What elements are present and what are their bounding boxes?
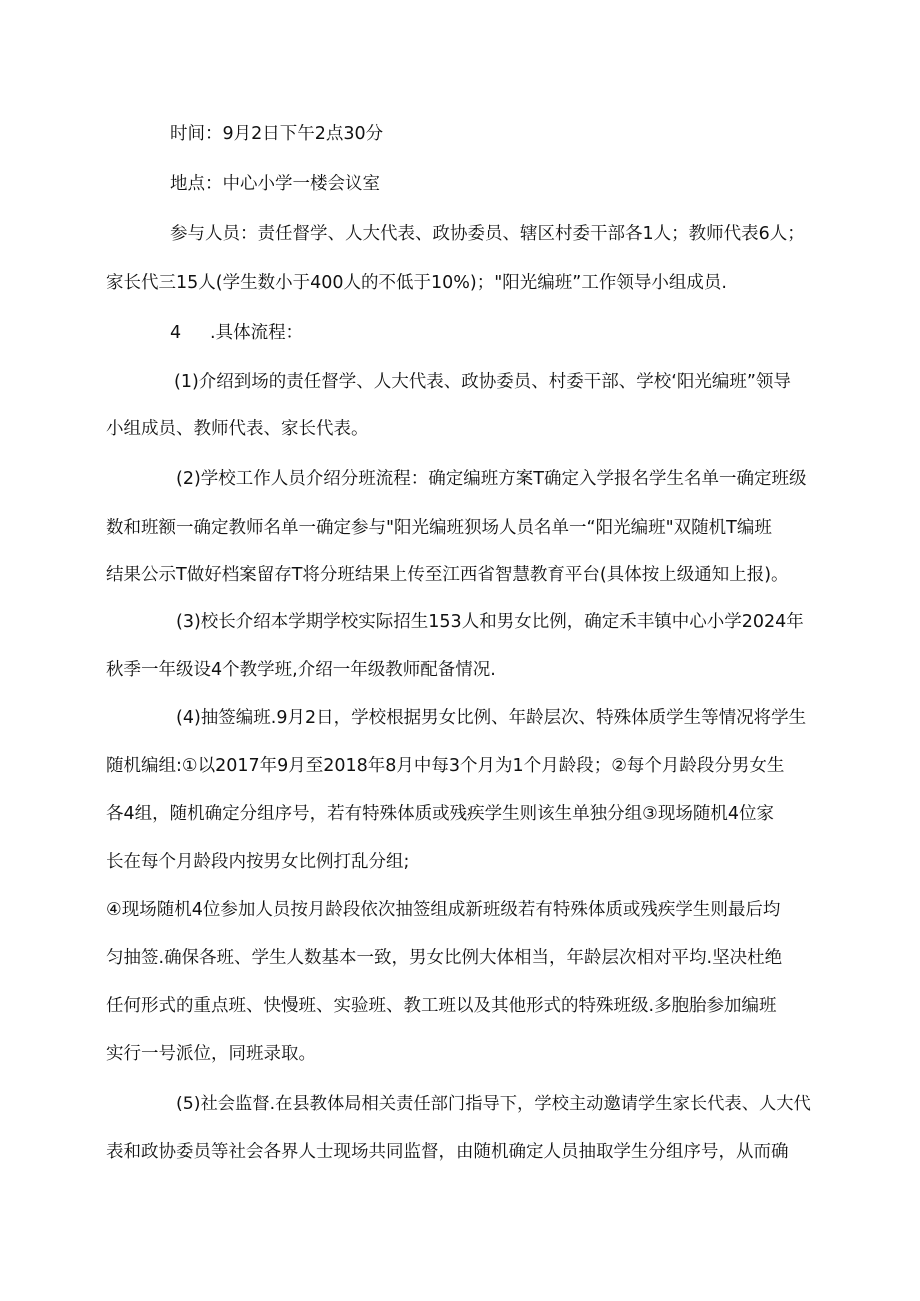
step2-line-1: (2)学校工作人员介绍分班流程：确定编班方案T确定入学报名学生名单一确定班级 (176, 469, 807, 489)
step4-line-2: 随机编组:①以2017年9月至2018年8月中每3个月为1个月龄段；②每个月龄段分男女生 (106, 756, 785, 776)
step3-line-2: 秋季一年级设4个教学班,介绍一年级教师配备情况. (106, 660, 496, 680)
step5-line-1: (5)社会监督.在县教体局相关责任部门指导下，学校主动邀请学生家长代表、人大代 (176, 1094, 811, 1114)
step1-line-2: 小组成员、教师代表、家长代表。 (106, 419, 369, 439)
step2-line-3: 结果公示T做好档案留存T将分班结果上传至江西省智慧教育平台(具体按上级通知上报)。 (106, 565, 789, 585)
step4-line-4: 长在每个月龄段内按男女比例打乱分组; (106, 852, 410, 872)
step4-cont-line-1: ④现场随机4位参加人员按月龄段依次抽签组成新班级若有特殊体质或残疾学生则最后均 (106, 900, 781, 920)
step4-cont-line-2: 匀抽签.确保各班、学生人数基本一致，男女比例大体相当，年龄层次相对平均.坚决杜绝 (106, 948, 783, 968)
step1-line-1: (1)介绍到场的责任督学、人大代表、政协委员、村委干部、学校‘阳光编班”领导 (174, 372, 791, 392)
step4-cont-line-3: 任何形式的重点班、快慢班、实验班、教工班以及其他形式的特殊班级.多胞胎参加编班 (106, 996, 777, 1016)
section-4-heading (170, 321, 303, 345)
time-line: 时间：9月2日下午2点30分 (170, 124, 384, 144)
step4-line-3: 各4组，随机确定分组序号，若有特殊体质或残疾学生则该生单独分组③现场随机4位家 (106, 804, 774, 824)
step3-line-1: (3)校长介绍本学期学校实际招生153人和男女比例，确定禾丰镇中心小学2024年 (176, 612, 804, 632)
section-title: .具体流程： (210, 323, 304, 343)
step5-line-2: 表和政协委员等社会各界人士现场共同监督，由随机确定人员抽取学生分组序号，从而确 (106, 1142, 789, 1162)
step4-line-1: (4)抽签编班.9月2日，学校根据男女比例、年龄层次、特殊体质学生等情况将学生 (176, 708, 807, 728)
step4-cont-line-4: 实行一号派位，同班录取。 (106, 1044, 316, 1064)
section-number: 4 (170, 323, 182, 343)
participants-line-2: 家长代三15人(学生数小于400人的不低于10%)；"阳光编班”工作领导小组成员. (106, 273, 727, 293)
step2-line-2: 数和班额一确定教师名单一确定参与"阳光编班狈场人员名单一“阳光编班"双随机T编班 (106, 518, 772, 538)
participants-line-1: 参与人员：责任督学、人大代表、政协委员、辖区村委干部各1人；教师代表6人； (170, 224, 805, 244)
place-line: 地点：中心小学一楼会议室 (170, 174, 380, 194)
